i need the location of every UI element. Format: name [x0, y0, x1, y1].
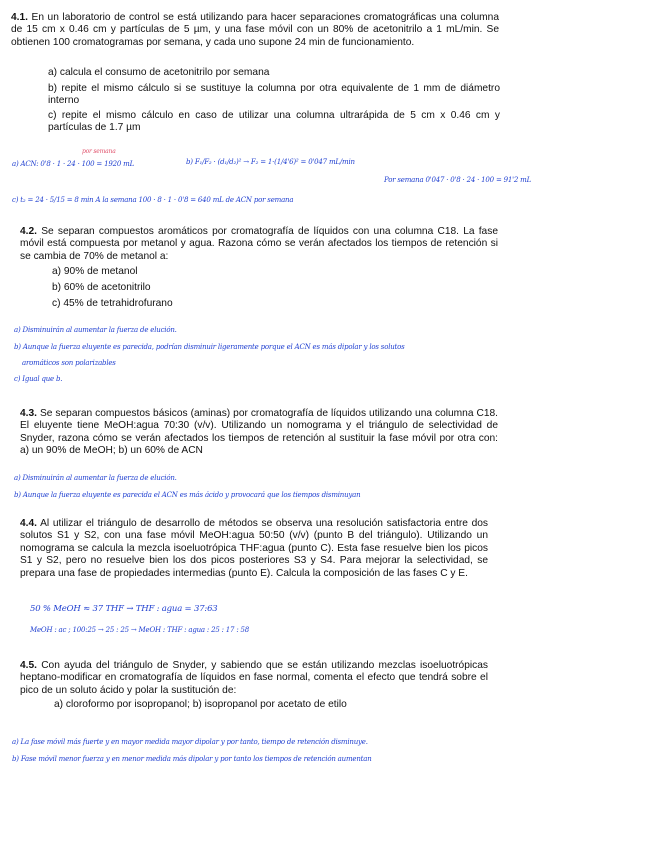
- answer-4-3-b: b) Aunque la fuerza eluyente es parecida el ACN es más ácido y provocará que los tiempos disminuyan: [14, 491, 361, 499]
- question-4-2-c: c) 45% de tetrahidrofurano: [52, 298, 173, 309]
- question-number: 4.1.: [11, 12, 28, 23]
- question-number: 4.3.: [20, 408, 37, 419]
- question-body: Se separan compuestos básicos (aminas) por cromatografía de líquidos utilizando una columna C18. El eluyente tiene MeOH:agua 70:30 (v/v). Utilizando un nomograma y el triángulo de selectividad de Snyder, razona cómo se verán afectados los tiempos de retención al sustituir la fase móvil por otra con: a) un 90% de MeOH; b) un 60% de ACN: [20, 408, 498, 457]
- answer-4-3-a: a) Disminuirán al aumentar la fuerza de elución.: [14, 474, 177, 482]
- question-body: Al utilizar el triángulo de desarrollo de métodos se observa una resolución satisfactoria entre dos solutos S1 y S2, con una fase móvil MeOH:agua 50:50 (v/v) (punto B del triángulo). Utilizando un nomograma se calcula la mezcla isoeluotrópica THF:agua (punto C). Esta fase resuelve bien los picos S1 y S2, pero no resuelve bien los dos picos posteriores S3 y S4. Para mejorar la selectividad, se prepara una fase de propiedades intermedias (punto E). Calcula la composición de las fases C y E.: [20, 518, 488, 579]
- question-number: 4.5.: [20, 660, 37, 671]
- question-4-2-b: b) 60% de acetonitrilo: [52, 282, 151, 293]
- answer-4-5-a: a) La fase móvil más fuerte y en mayor medida mayor dipolar y por tanto, tiempo de retención disminuye.: [12, 738, 368, 746]
- question-number: 4.2.: [20, 226, 37, 237]
- question-4-1-text: [11, 12, 499, 49]
- answer-4-1-b: b) F₁/F₂ · (d₁/d₂)² → F₂ = 1·(1/4'6)² = 0'047 mL/min: [186, 158, 355, 166]
- handwritten-note: por semana: [82, 148, 116, 155]
- question-body: En un laboratorio de control se está utilizando para hacer separaciones cromatográficas una columna de 15 cm x 0.46 cm y partículas de 5 µm, y una fase móvil con un 80% de acetonitrilo a 1 mL/min. Se obtienen 100 cromatogramas por semana, y cada uno supone 24 min de funcionamiento.: [11, 12, 499, 48]
- answer-4-2-b: b) Aunque la fuerza eluyente es parecida, podrían disminuir ligeramente porque el ACN es más dipolar y los solutos: [14, 343, 405, 351]
- answer-4-4-line-2: MeOH : ac ; 100:25 → 25 : 25 → MeOH : THF : agua : 25 : 17 : 58: [30, 626, 250, 634]
- answer-4-1-a: a) ACN: 0'8 · 1 · 24 · 100 = 1920 mL: [12, 160, 135, 168]
- question-4-5-text: [20, 660, 488, 697]
- question-4-1-a: a) calcula el consumo de acetonitrilo por semana: [48, 67, 270, 78]
- question-body: Se separan compuestos aromáticos por cromatografía de líquidos con una columna C18. La fase móvil está compuesta por metanol y agua. Razona cómo se verán afectados los tiempos de retención si se cambia de 70% de metanol a:: [20, 226, 498, 262]
- answer-4-1-b-week: Por semana 0'047 · 0'8 · 24 · 100 = 91'2 mL: [384, 176, 532, 184]
- answer-4-1-c: c) t₂ = 24 · 5/15 = 8 min A la semana 100 · 8 · 1 · 0'8 = 640 mL de ACN por semana: [12, 196, 294, 204]
- question-4-1-c: c) repite el mismo cálculo en caso de utilizar una columna ultrarápida de 5 cm x 0.46 cm y partículas de 1.7 µm: [48, 110, 500, 134]
- answer-4-2-b-cont: aromáticos son polarizables: [22, 359, 116, 367]
- question-4-1-b: b) repite el mismo cálculo si se sustituye la columna por otra equivalente de 1 mm de diámetro interno: [48, 83, 500, 107]
- answer-4-2-c: c) Igual que b.: [14, 375, 63, 383]
- question-number: 4.4.: [20, 518, 37, 529]
- question-4-4-text: [20, 518, 488, 580]
- question-4-5-ab: a) cloroformo por isopropanol; b) isopropanol por acetato de etilo: [54, 699, 347, 710]
- question-4-3-text: [20, 408, 498, 458]
- question-4-2-text: [20, 226, 498, 263]
- answer-4-5-b: b) Fase móvil menor fuerza y en menor medida más dipolar y por tanto los tiempos de retención aumentan: [12, 755, 372, 763]
- question-body: Con ayuda del triángulo de Snyder, y sabiendo que se están utilizando mezclas isoeluotrópicas heptano-modificar en cromatografía de líquidos en fase normal, comenta el efecto que tendrá sobre el pico de un soluto ácido y polar la sustitución de:: [20, 660, 488, 696]
- question-4-2-a: a) 90% de metanol: [52, 266, 138, 277]
- answer-4-4-line-1: 50 % MeOH ≈ 37 THF → THF : agua = 37:63: [30, 604, 218, 614]
- answer-4-2-a: a) Disminuirán al aumentar la fuerza de elución.: [14, 326, 177, 334]
